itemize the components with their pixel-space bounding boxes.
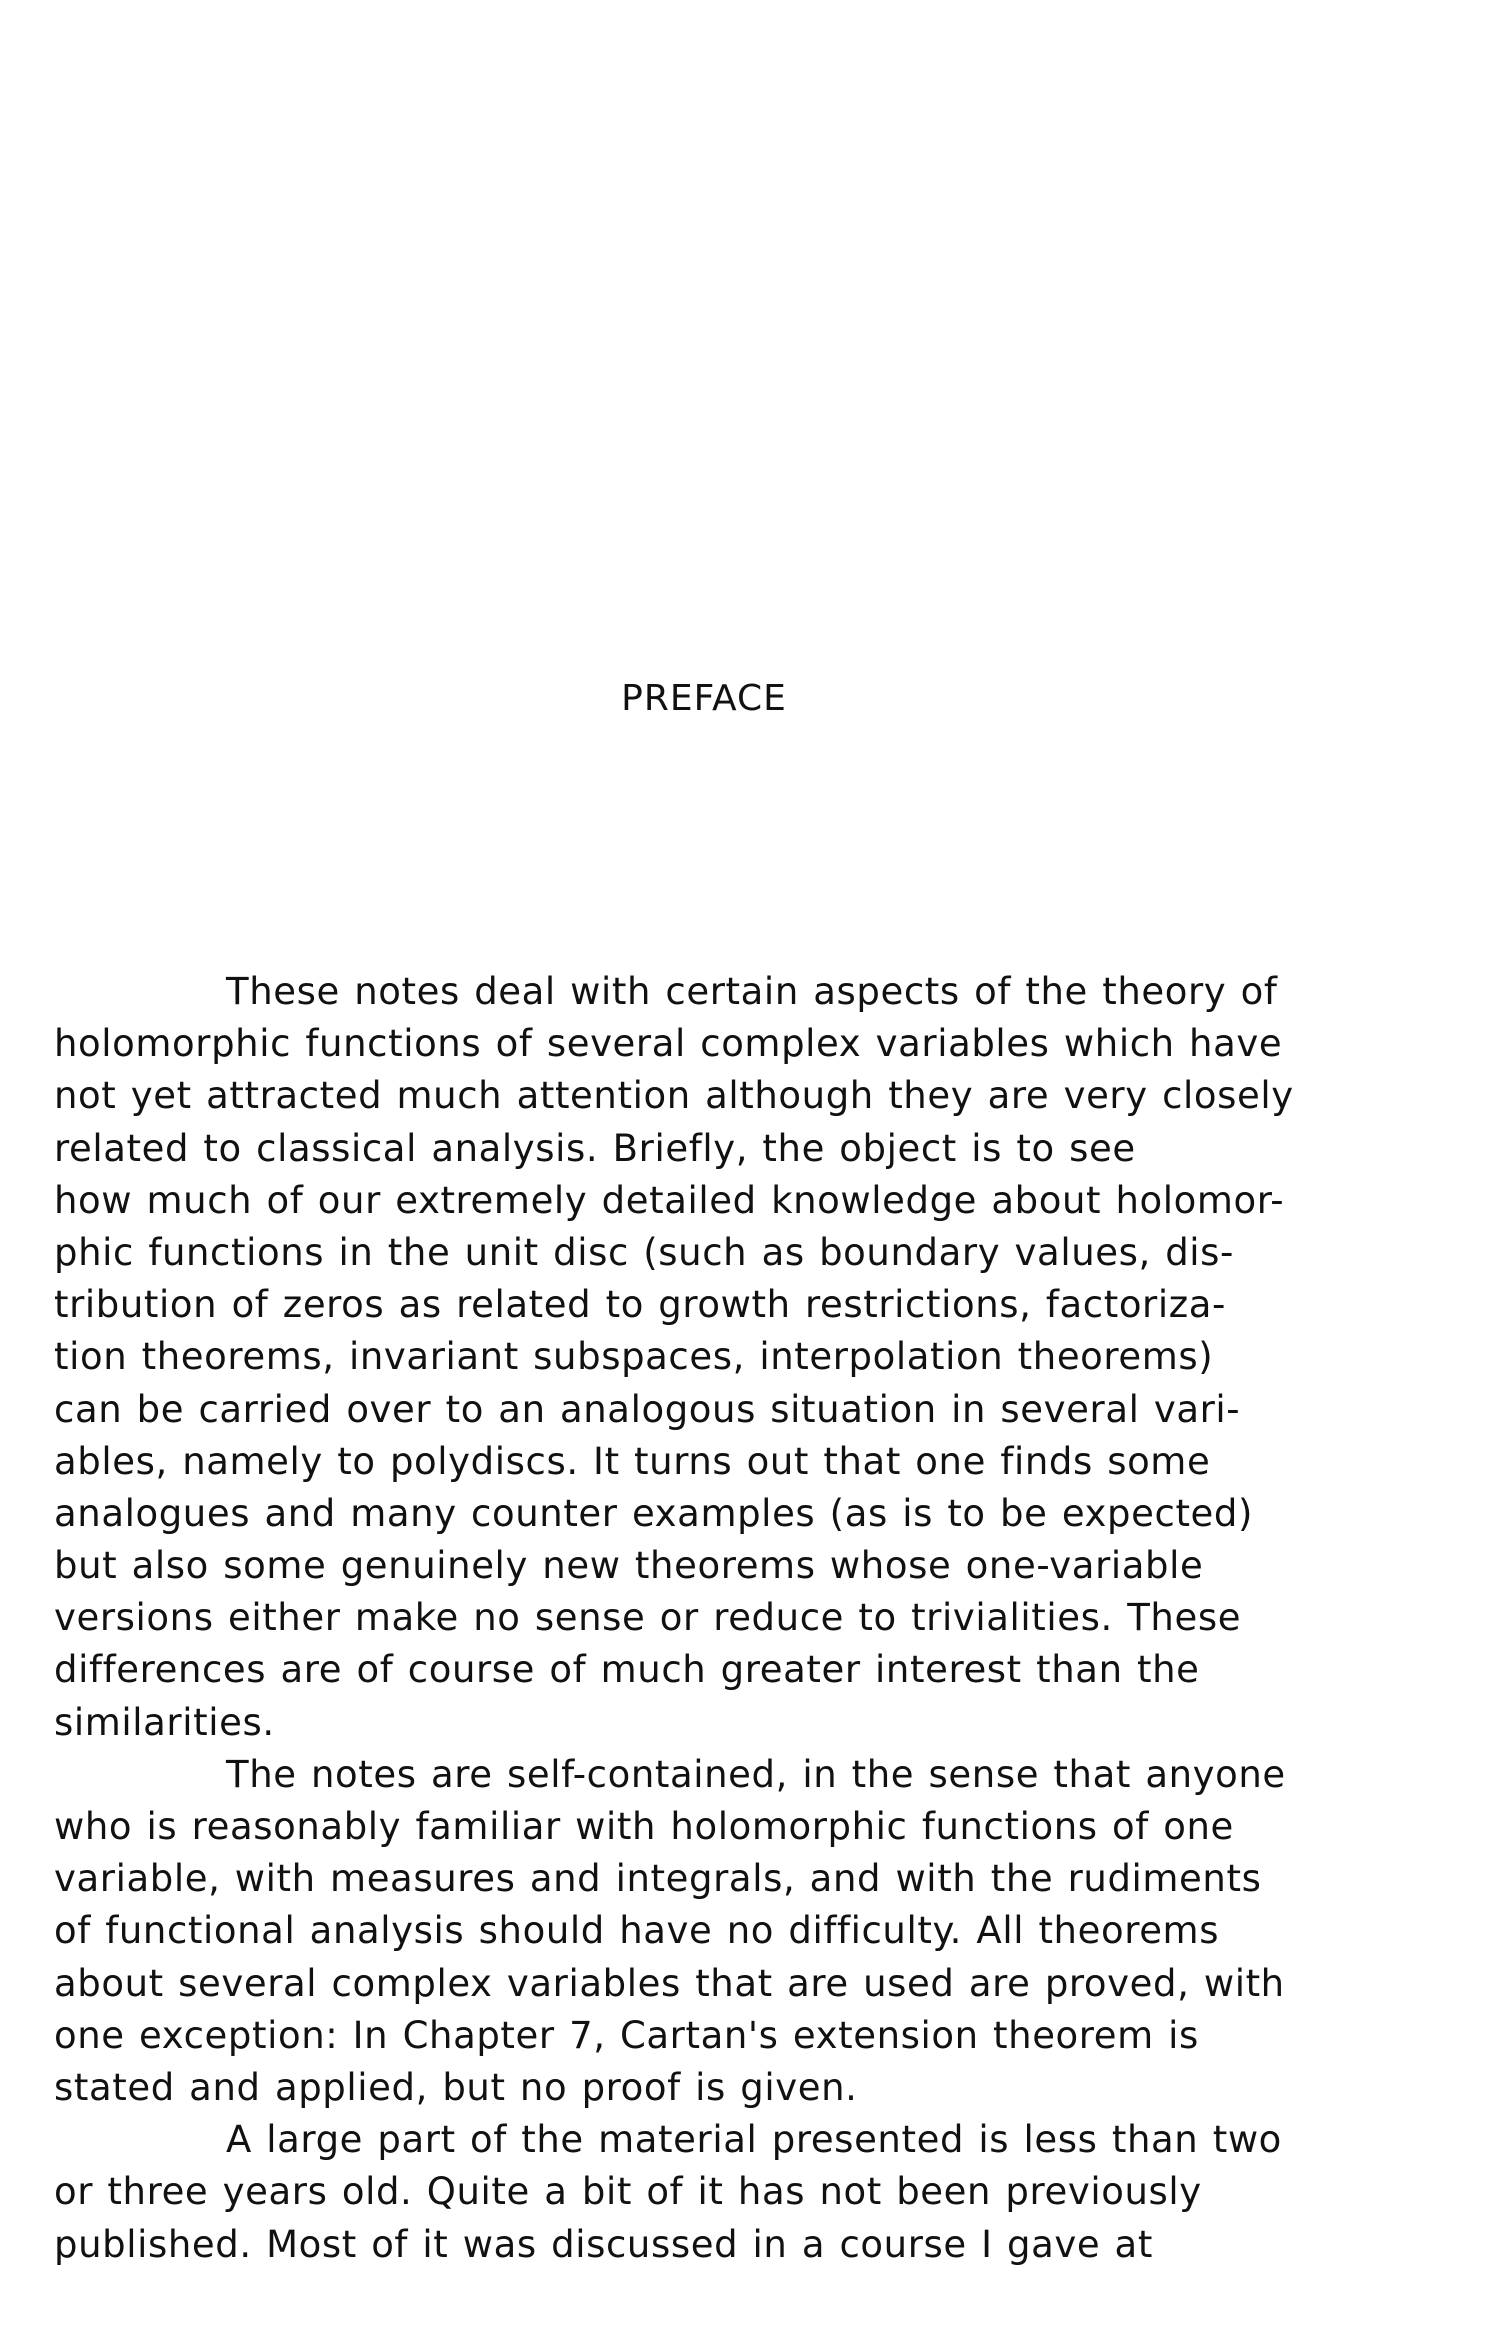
paragraph-2 xyxy=(54,1749,1474,2114)
text-line: related to classical analysis. Briefly, the object is to see xyxy=(54,1126,1136,1170)
text-line: not yet attracted much attention although they are very closely xyxy=(54,1074,1294,1118)
text-line: phic functions in the unit disc (such as boundary values, dis- xyxy=(54,1230,1235,1274)
text-line: how much of our extremely detailed knowledge about holomor- xyxy=(54,1178,1285,1222)
text-line: ables, namely to polydiscs. It turns out that one finds some xyxy=(54,1439,1211,1483)
text-line: about several complex variables that are used are proved, with xyxy=(54,1961,1285,2005)
text-line: can be carried over to an analogous situation in several vari- xyxy=(54,1387,1241,1431)
page-title: PREFACE xyxy=(621,678,787,719)
paragraph-1 xyxy=(54,966,1474,1749)
text-line: versions either make no sense or reduce to trivialities. These xyxy=(54,1596,1242,1640)
text-line: one exception: In Chapter 7, Cartan's extension theorem is xyxy=(54,2013,1199,2057)
text-line: holomorphic functions of several complex variables which have xyxy=(54,1022,1283,1066)
text-line: The notes are self-contained, in the sense that anyone xyxy=(226,1752,1286,1796)
text-line: differences are of course of much greater interest than the xyxy=(54,1648,1200,1692)
text-line: but also some genuinely new theorems whose one-variable xyxy=(54,1544,1204,1588)
text-line: These notes deal with certain aspects of the theory of xyxy=(226,970,1278,1013)
text-line: or three years old. Quite a bit of it has not been previously xyxy=(54,2170,1202,2214)
text-line: tion theorems, invariant subspaces, interpolation theorems) xyxy=(54,1335,1214,1379)
text-line: of functional analysis should have no difficulty. All theorems xyxy=(54,1909,1220,1953)
text-line: stated and applied, but no proof is given. xyxy=(54,2065,858,2109)
text-line: who is reasonably familiar with holomorphic functions of one xyxy=(54,1805,1234,1848)
text-line: tribution of zeros as related to growth restrictions, factoriza- xyxy=(54,1283,1226,1327)
text-line: analogues and many counter examples (as is to be expected) xyxy=(54,1491,1254,1535)
text-line: published. Most of it was discussed in a course I gave at xyxy=(54,2222,1153,2266)
text-line: similarities. xyxy=(54,1700,275,1744)
preface-body xyxy=(54,966,1474,2271)
paragraph-3 xyxy=(54,2114,1474,2271)
text-line: A large part of the material presented is less than two xyxy=(226,2118,1282,2162)
text-line: variable, with measures and integrals, and with the rudiments xyxy=(54,1857,1262,1901)
